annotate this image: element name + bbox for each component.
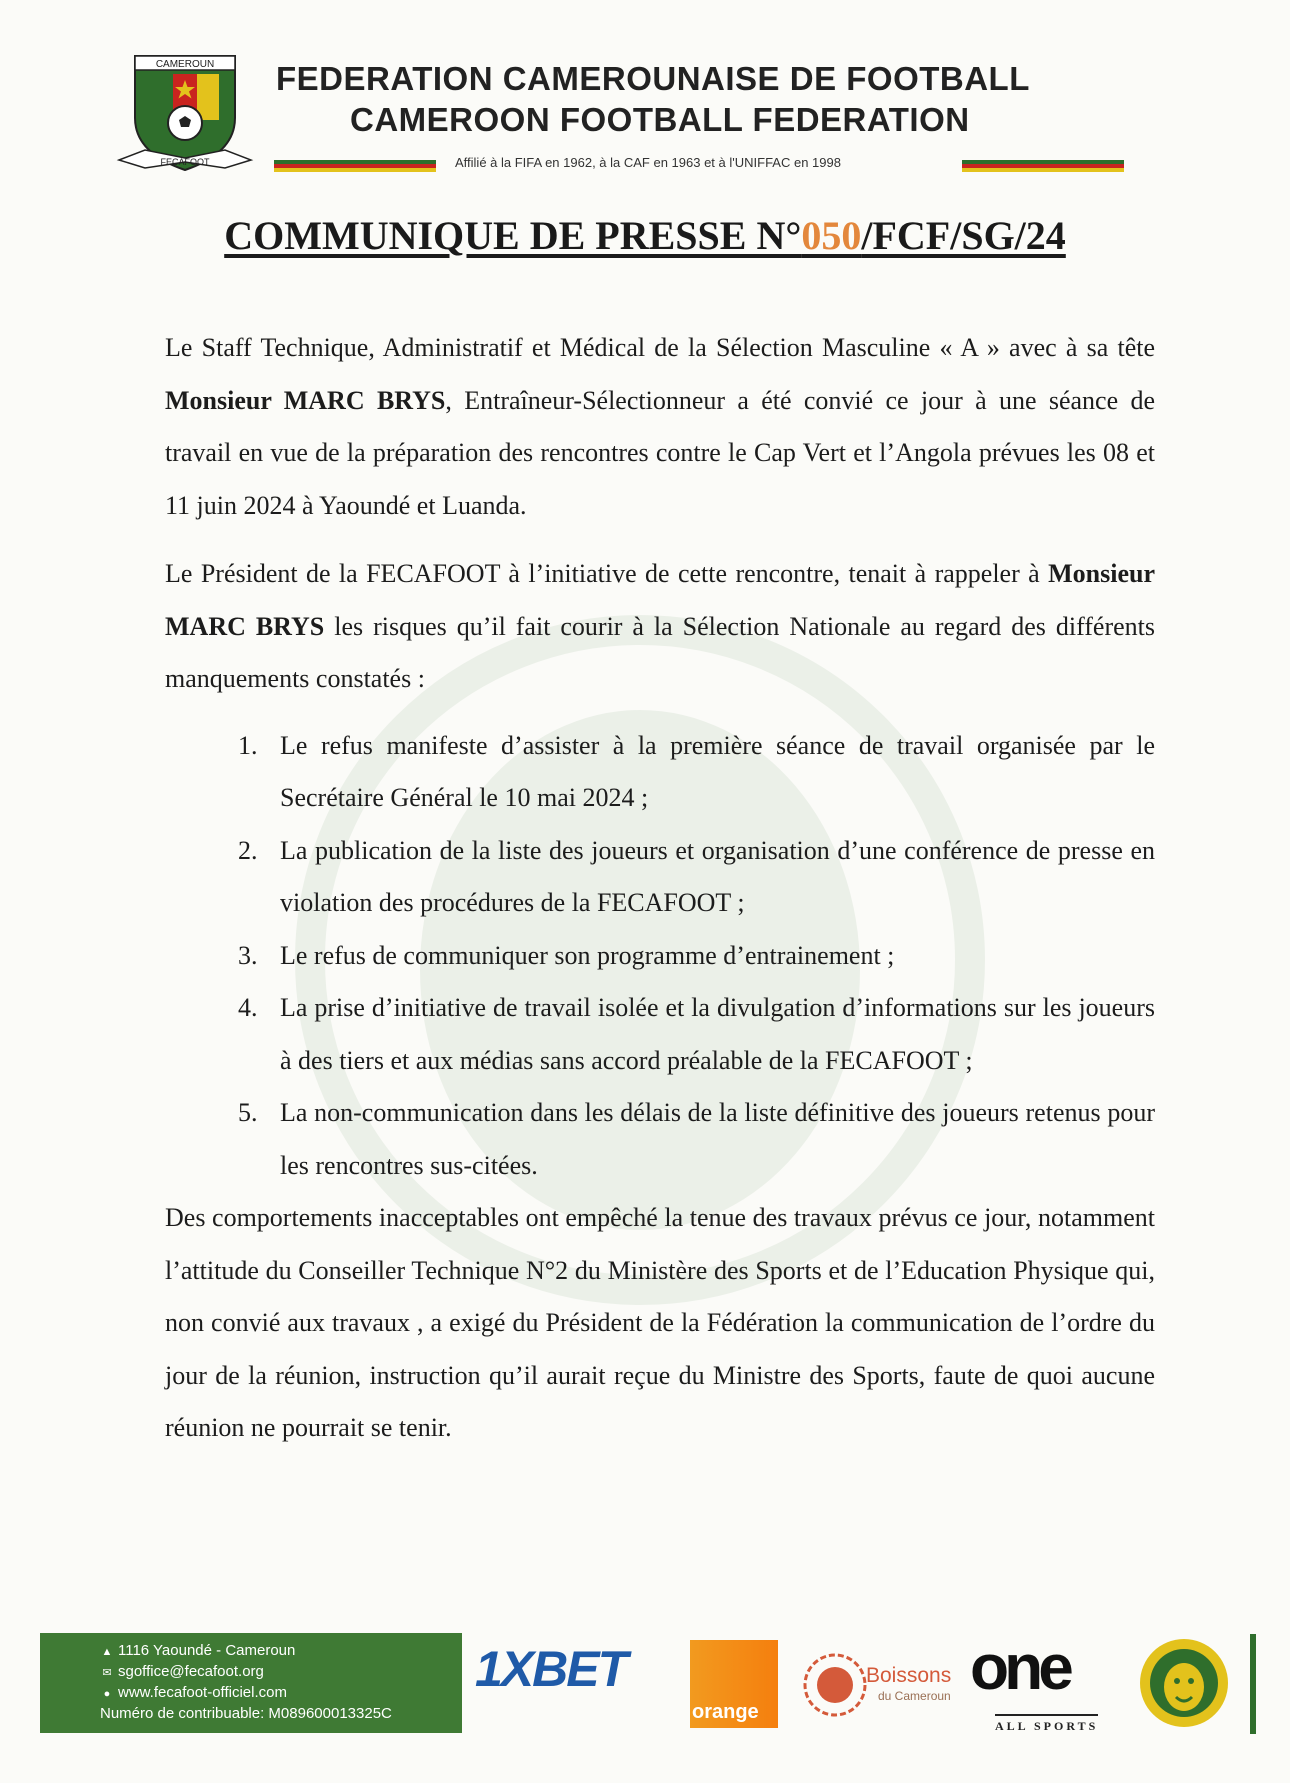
shortcomings-list — [165, 720, 1155, 1193]
coach-name: Monsieur MARC BRYS — [165, 385, 446, 415]
address-row: ▲ 1116 Yaoundé - Cameroun — [100, 1641, 462, 1662]
mail-icon: ✉ — [102, 1667, 112, 1679]
sponsor-boissons-name: Boissons — [866, 1664, 952, 1687]
paragraph-intro: Le Staff Technique, Administratif et Médical de la Sélection Masculine « A » avec à sa tête Monsieur MARC BRYS, Entraîneur-Sélectionneur a été convié ce jour à une séance de travail en vue de la préparation des rencontres contre le Cap Vert et l’Angola prévues les 08 et 11 juin 2024 à Yaoundé et Luanda. — [165, 333, 1155, 520]
email-row: ✉ sgoffice@fecafoot.org — [100, 1662, 462, 1683]
title-suffix: /FCF/SG/24 — [861, 213, 1066, 258]
sponsor-one-logo: one — [970, 1631, 1069, 1703]
federation-name-en: CAMEROON FOOTBALL FEDERATION — [350, 101, 970, 138]
home-icon: ▲ — [101, 1646, 113, 1658]
logo-text-bottom: FECAFOOT — [160, 157, 210, 167]
flag-stripe-right — [962, 160, 1124, 172]
title-prefix: COMMUNIQUE DE PRESSE N° — [224, 213, 802, 258]
globe-icon: ● — [103, 1688, 111, 1700]
list-item: La prise d’initiative de travail isolée et la divulgation d’informations sur les joueurs à des tiers et aux médias sans accord préalable de la FECAFOOT ; — [280, 993, 1155, 1075]
logo-text-top: CAMEROUN — [155, 59, 215, 70]
sponsor-boissons-emblem-icon — [800, 1650, 870, 1720]
federation-name-fr: FEDERATION CAMEROUNAISE DE FOOTBALL — [276, 60, 1030, 97]
sponsor-boissons-sub: du Cameroun — [878, 1689, 951, 1703]
sponsor-orange-label: orange — [692, 1701, 759, 1723]
coach-name: Monsieur MARC BRYS — [165, 559, 1155, 641]
press-release-body — [165, 322, 1155, 1455]
sponsor-1xbet-logo: 1XBET — [475, 1641, 627, 1697]
title-number: 050 — [801, 213, 862, 258]
contact-box — [40, 1633, 462, 1733]
affiliation-line: Affilié à la FIFA en 1962, à la CAF en 1963 et à l'UNIFFAC en 1998 — [455, 155, 841, 170]
green-edge-bar — [1250, 1634, 1256, 1734]
flag-stripe-left — [274, 160, 436, 172]
list-item: Le refus de communiquer son programme d’entrainement ; — [280, 940, 895, 970]
list-item: Le refus manifeste d’assister à la première séance de travail organisée par le Secrétaire Général le 10 mai 2024 ; — [280, 730, 1155, 812]
paragraph-conclusion: Des comportements inacceptables ont empêché la tenue des travaux prévus ce jour, notamment l’attitude du Conseiller Technique N°2 du Ministère des Sports et de l’Education Physique qui, non convié aux travaux , a exigé du Président de la Fédération la communication de l’ordre du jour de la réunion, instruction qu’il aurait reçue du Ministre des Sports, faute de quoi aucune réunion ne pourrait se tenir. — [165, 1203, 1155, 1442]
taxpayer-row: Numéro de contribuable: M089600013325C — [100, 1705, 392, 1722]
lion-head-logo-icon — [1138, 1637, 1230, 1729]
website-row: ● www.fecafoot-officiel.com — [100, 1683, 462, 1704]
list-item: La non-communication dans les délais de la liste définitive des joueurs retenus pour les rencontres sus-citées. — [280, 1098, 1155, 1180]
sponsor-all-sports-label: ALL SPORTS — [995, 1714, 1098, 1734]
paragraph-president: Le Président de la FECAFOOT à l’initiative de cette rencontre, tenait à rappeler à Monsieur MARC BRYS les risques qu’il fait courir à la Sélection Nationale au regard des différents manquements constatés : — [165, 559, 1155, 693]
list-item: La publication de la liste des joueurs et organisation d’une conférence de presse en violation des procédures de la FECAFOOT ; — [280, 835, 1155, 917]
fecafoot-crest-logo — [115, 48, 255, 178]
press-release-title — [0, 212, 1290, 259]
